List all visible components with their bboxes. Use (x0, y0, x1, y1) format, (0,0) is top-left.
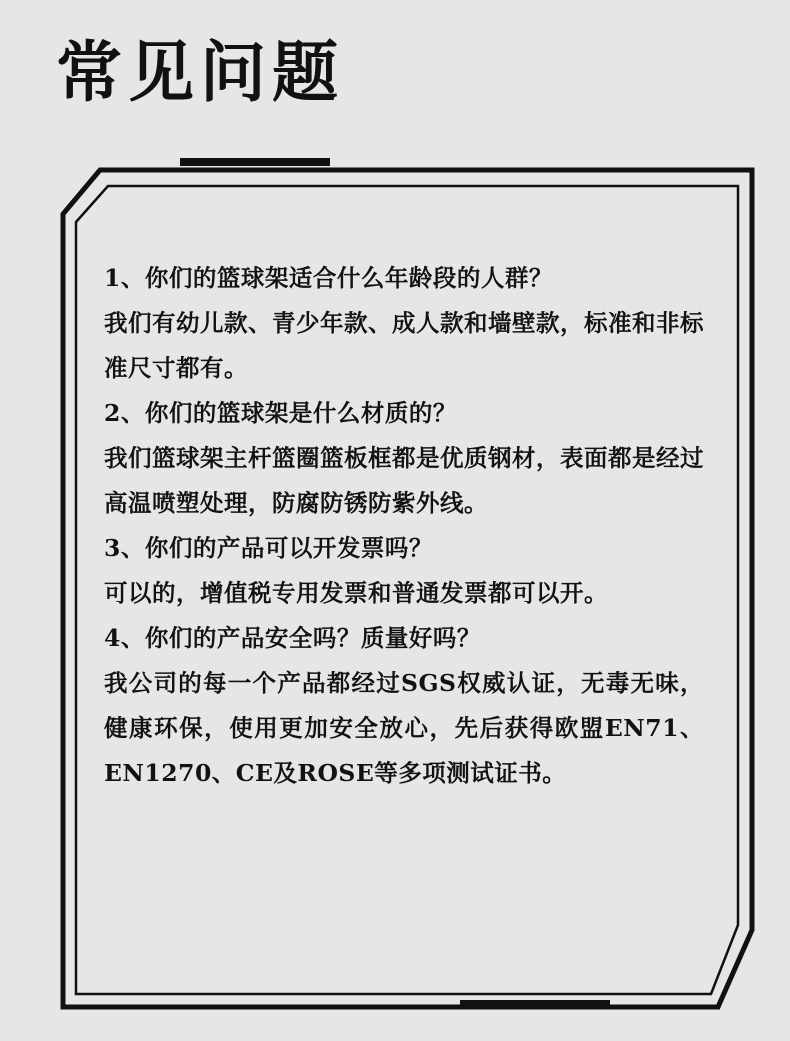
faq-answer: 我们篮球架主杆篮圈篮板框都是优质钢材，表面都是经过高温喷塑处理，防腐防锈防紫外线。 (104, 444, 704, 517)
page-title: 常见问题 (56, 33, 344, 111)
faq-question: 3、你们的产品可以开发票吗？ (104, 534, 433, 562)
faq-answer: 我们有幼儿款、青少年款、成人款和墙壁款，标准和非标准尺寸都有。 (104, 309, 704, 382)
faq-question: 1、你们的篮球架适合什么年龄段的人群？ (104, 264, 553, 292)
faq-item (104, 616, 704, 796)
faq-list (104, 256, 704, 796)
faq-answer: 可以的，增值税专用发票和普通发票都可以开。 (104, 579, 608, 607)
faq-question: 4、你们的产品安全吗？质量好吗？ (104, 624, 481, 652)
faq-item (104, 391, 704, 526)
faq-item (104, 526, 704, 616)
faq-item (104, 256, 704, 391)
faq-question: 2、你们的篮球架是什么材质的？ (104, 399, 457, 427)
faq-answer: 我公司的每一个产品都经过SGS权威认证，无毒无味，健康环保，使用更加安全放心，先后获得欧盟EN71、EN1270、CE及ROSE等多项测试证书。 (104, 669, 704, 787)
